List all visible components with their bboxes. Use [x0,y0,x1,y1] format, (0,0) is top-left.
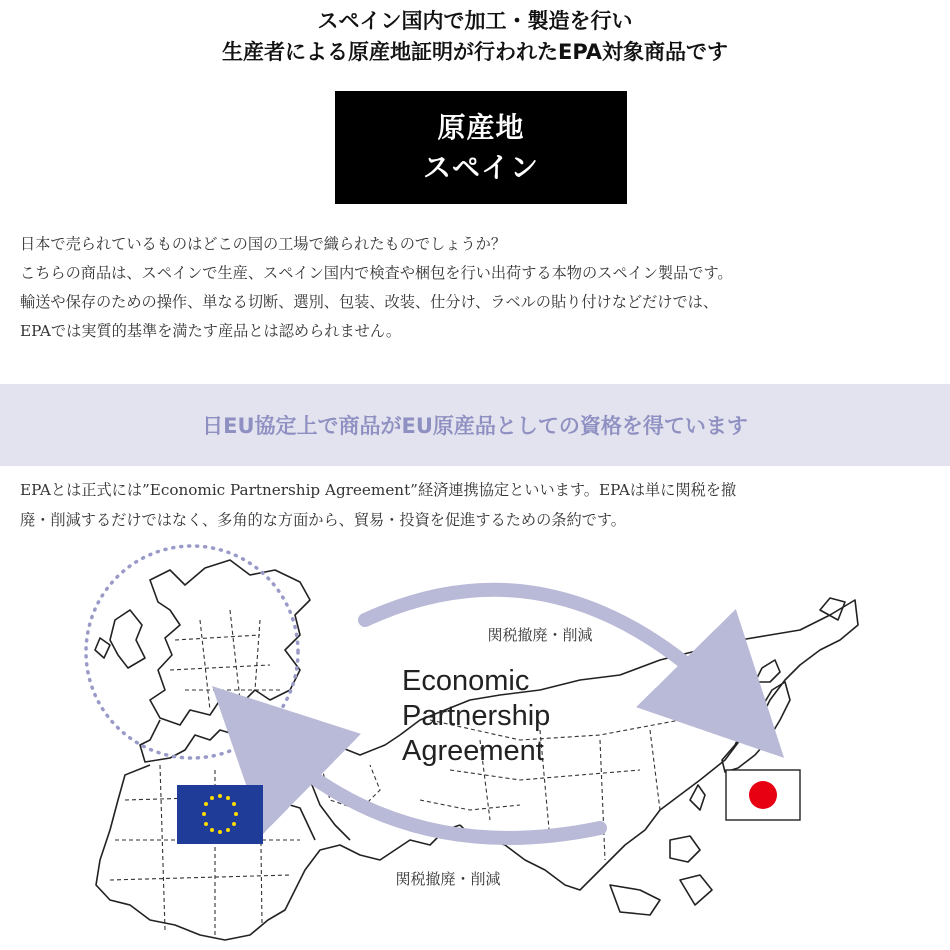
world-map-illustration [0,540,950,950]
origin-country: スペイン [422,150,539,184]
map-borders-west [110,610,380,935]
arrow-bottom-label: 関税撤廃・削減 [395,870,501,888]
europe-highlight-circle [86,546,298,758]
intro-line-4: EPAでは実質的基準を満たす産品とは認められません。 [20,322,402,340]
origin-label: 原産地 [437,110,525,144]
epa-title-word-3: Agreement [402,735,544,767]
epa-line-1: EPAとは正式には”Economic Partnership Agreement”経済連携協定といいます。EPAは単に関税を撤 [20,481,737,499]
epa-title-word-1: Economic [402,665,530,697]
arrow-top-label: 関税撤廃・削減 [487,626,593,644]
epa-line-2: 廃・削減するだけではなく、多角的な方面から、貿易・投資を促進するための条約です。 [20,511,626,529]
section-band-title: 日EU協定上で商品がEU原産品としての資格を得ています [202,414,748,438]
epa-title-word-2: Partnership [402,700,551,732]
header-line-1: スペイン国内で加工・製造を行い [317,9,633,33]
origin-box [335,91,627,204]
intro-line-2: こちらの商品は、スペインで生産、スペイン国内で検査や梱包を行い出荷する本物のスペイン製品です。 [20,264,733,282]
intro-line-3: 輸送や保存のための操作、単なる切断、選別、包装、改装、仕分け、ラベルの貼り付けなどだけでは、 [20,293,719,311]
intro-line-1: 日本で売られているものはどこの国の工場で織られたものでしょうか？ [20,235,506,253]
header-line-2: 生産者による原産地証明が行われたEPA対象商品です [221,40,729,64]
intro-text [20,230,935,346]
header [0,6,950,68]
section-band [0,384,950,466]
epa-title [402,665,550,767]
japan-flag [726,770,800,820]
eu-flag [177,785,263,844]
epa-description [20,475,935,535]
